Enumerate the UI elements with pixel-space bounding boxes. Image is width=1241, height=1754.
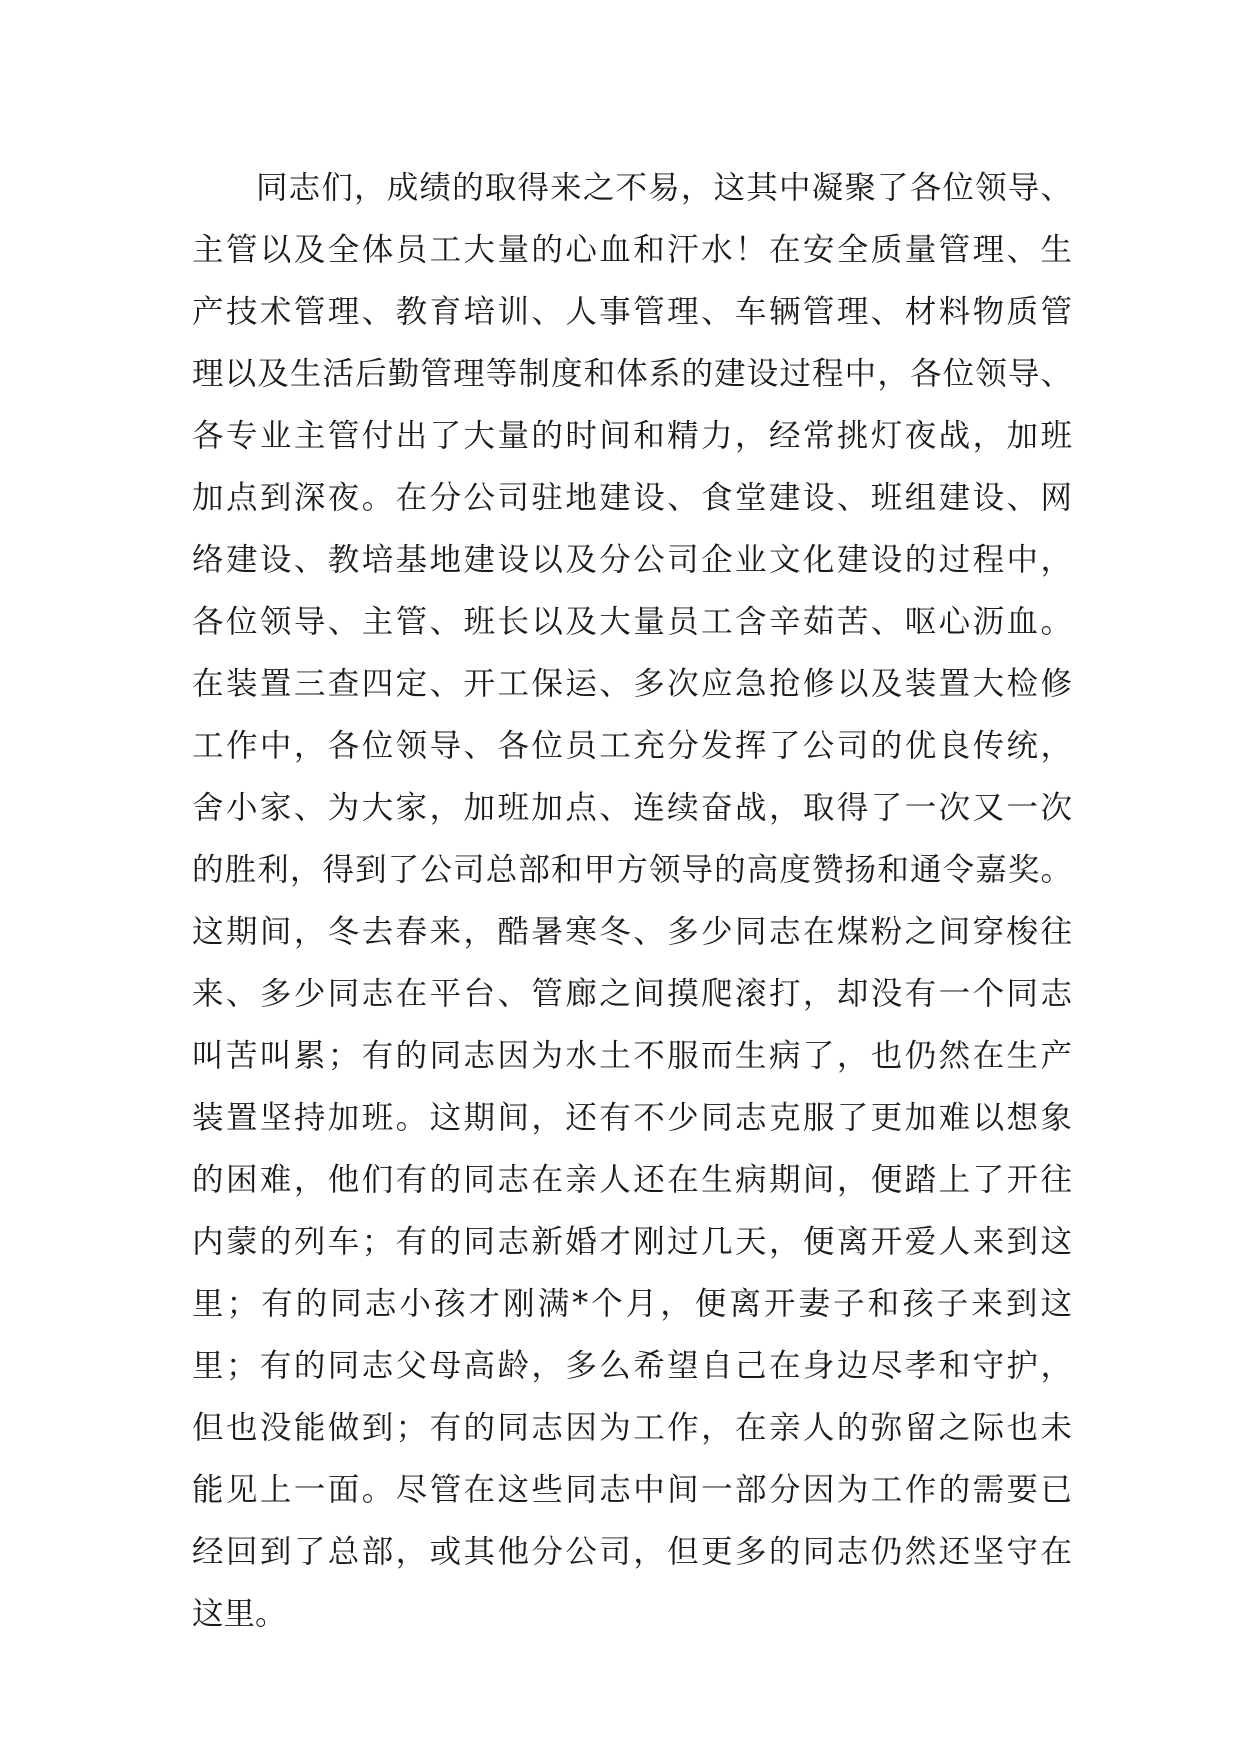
text-line: 来、多少同志在平台、管廊之间摸爬滚打，却没有一个同志: [192, 976, 1072, 1012]
text-line: 络建设、教培基地建设以及分公司企业文化建设的过程中，: [192, 542, 1072, 578]
text-line: 同志们，成绩的取得来之不易，这其中凝聚了各位领导、: [256, 170, 1072, 206]
text-line: 能见上一面。尽管在这些同志中间一部分因为工作的需要已: [192, 1472, 1072, 1508]
text-line: 在装置三查四定、开工保运、多次应急抢修以及装置大检修: [192, 666, 1072, 702]
text-line: 的困难，他们有的同志在亲人还在生病期间，便踏上了开往: [192, 1162, 1072, 1198]
text-line: 的胜利，得到了公司总部和甲方领导的高度赞扬和通令嘉奖。: [192, 852, 1072, 888]
text-line: 理以及生活后勤管理等制度和体系的建设过程中，各位领导、: [192, 356, 1072, 392]
text-line: 内蒙的列车；有的同志新婚才刚过几天，便离开爱人来到这: [192, 1224, 1072, 1260]
text-line: 各位领导、主管、班长以及大量员工含辛茹苦、呕心沥血。: [192, 604, 1072, 640]
text-line: 经回到了总部，或其他分公司，但更多的同志仍然还坚守在: [192, 1534, 1072, 1570]
text-line: 各专业主管付出了大量的时间和精力，经常挑灯夜战，加班: [192, 418, 1072, 454]
text-line: 工作中，各位领导、各位员工充分发挥了公司的优良传统，: [192, 728, 1072, 764]
text-line: 里；有的同志小孩才刚满*个月，便离开妻子和孩子来到这: [192, 1286, 1072, 1322]
text-line: 主管以及全体员工大量的心血和汗水！在安全质量管理、生: [192, 232, 1072, 268]
text-line: 里；有的同志父母高龄，多么希望自己在身边尽孝和守护，: [192, 1348, 1072, 1384]
text-line: 加点到深夜。在分公司驻地建设、食堂建设、班组建设、网: [192, 480, 1072, 516]
text-line: 这里。: [192, 1596, 287, 1632]
text-line: 叫苦叫累；有的同志因为水土不服而生病了，也仍然在生产: [192, 1038, 1072, 1074]
body-paragraph: [192, 157, 1072, 1645]
text-line: 产技术管理、教育培训、人事管理、车辆管理、材料物质管: [192, 294, 1072, 330]
text-line: 舍小家、为大家，加班加点、连续奋战，取得了一次又一次: [192, 790, 1072, 826]
text-line: 但也没能做到；有的同志因为工作，在亲人的弥留之际也未: [192, 1410, 1072, 1446]
text-line: 装置坚持加班。这期间，还有不少同志克服了更加难以想象: [192, 1100, 1072, 1136]
text-line: 这期间，冬去春来，酷暑寒冬、多少同志在煤粉之间穿梭往: [192, 914, 1072, 950]
